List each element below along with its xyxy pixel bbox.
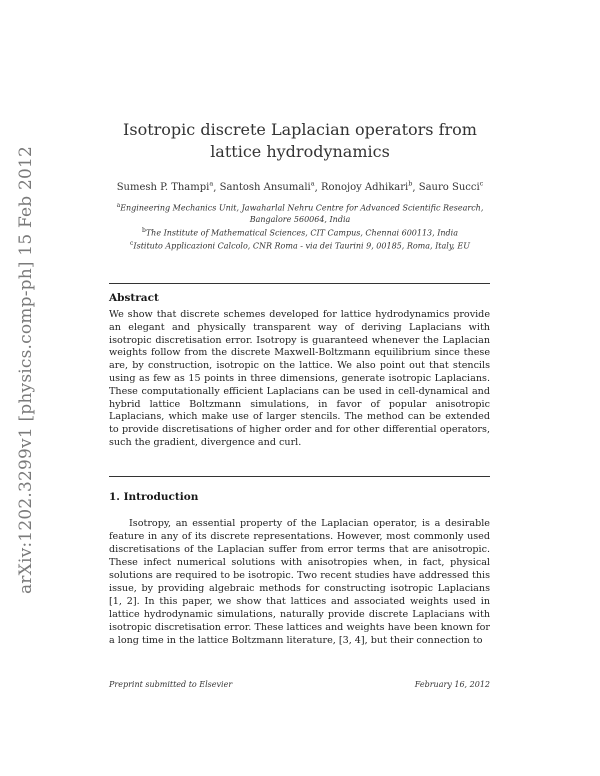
author: Santosh Ansumali$^a$ (219, 180, 315, 194)
abstract-bottom-rule (109, 476, 490, 477)
footer-preprint-note: Preprint submitted to Elsevier (109, 680, 233, 689)
footer-date: February 16, 2012 (414, 680, 490, 689)
author: Sumesh P. Thampi$^a$ (116, 180, 214, 194)
arxiv-sidebar-stamp (16, 145, 36, 595)
author: Sauro Succi$^c$ (418, 180, 484, 194)
paper-title: Isotropic discrete Laplacian operators from lattice hydrodynamics (123, 120, 477, 161)
abstract-top-rule (109, 283, 490, 284)
affiliation: $^c$Istituto Applicazioni Calcolo, CNR Roma - via dei Taurini 9, 00185, Roma, Italy, EU (130, 240, 470, 251)
page-footer (109, 680, 490, 689)
affiliation: $^b$The Institute of Mathematical Sciences, CIT Campus, Chennai 600113, India (141, 226, 458, 238)
arxiv-identifier: arXiv:1202.3299v1 [physics.comp-ph] 15 Feb 2012 (16, 145, 36, 595)
introduction-paragraph: Isotropy, an essential property of the Laplacian operator, is a desirable feature in any of its discrete representations. However, most commonly used discretisations of the Laplacian suffer from error terms that are anisotropic. These infect numerical solutions with anisotropies when, in fact, physical solutions are required to be isotropic. Two recent studies have addressed this issue, by providing algebraic methods for constructing isotropic Laplacians [1, 2]. In this paper, we show that lattices and associated weights used in lattice hydrodynamic simulations, naturally provide discrete Laplacians with isotropic discretisation error. These lattices and weights have been known for a long time in the lattice Boltzmann literature, [3, 4], but their connection to (109, 518, 490, 646)
author: Ronojoy Adhikari$^b$ (320, 180, 413, 194)
section-heading-introduction: 1. Introduction (109, 491, 199, 503)
author-list: Sumesh P. Thampi$^a$, Santosh Ansumali$^a$, Ronojoy Adhikari$^b$, Sauro Succi$^c$ (116, 180, 484, 194)
abstract-heading: Abstract (109, 292, 159, 304)
abstract-text: We show that discrete schemes developed for lattice hydrodynamics provide an elegant and physically transparent way of deriving Laplacians with isotropic discretisation error. Isotropy is guaranteed whenever the Laplacian weights follow from the discrete Maxwell-Boltzmann equilibrium since these are, by construction, isotropic on the lattice. We also point out that stencils using as few as 15 points in three dimensions, generate isotropic Laplacians. These computationally efficient Laplacians can be used in cell-dynamical and hybrid lattice Boltzmann simulations, in favor of popular anisotropic Laplacians, which make use of larger stencils. The method can be extended to provide discretisations of higher order and for other differential operators, such the gradient, divergence and curl. (109, 309, 490, 448)
affiliation-list (110, 200, 490, 252)
affiliation: $^a$Engineering Mechanics Unit, Jawaharlal Nehru Centre for Advanced Scientific Research, Bangalore 560064, India (116, 202, 484, 224)
